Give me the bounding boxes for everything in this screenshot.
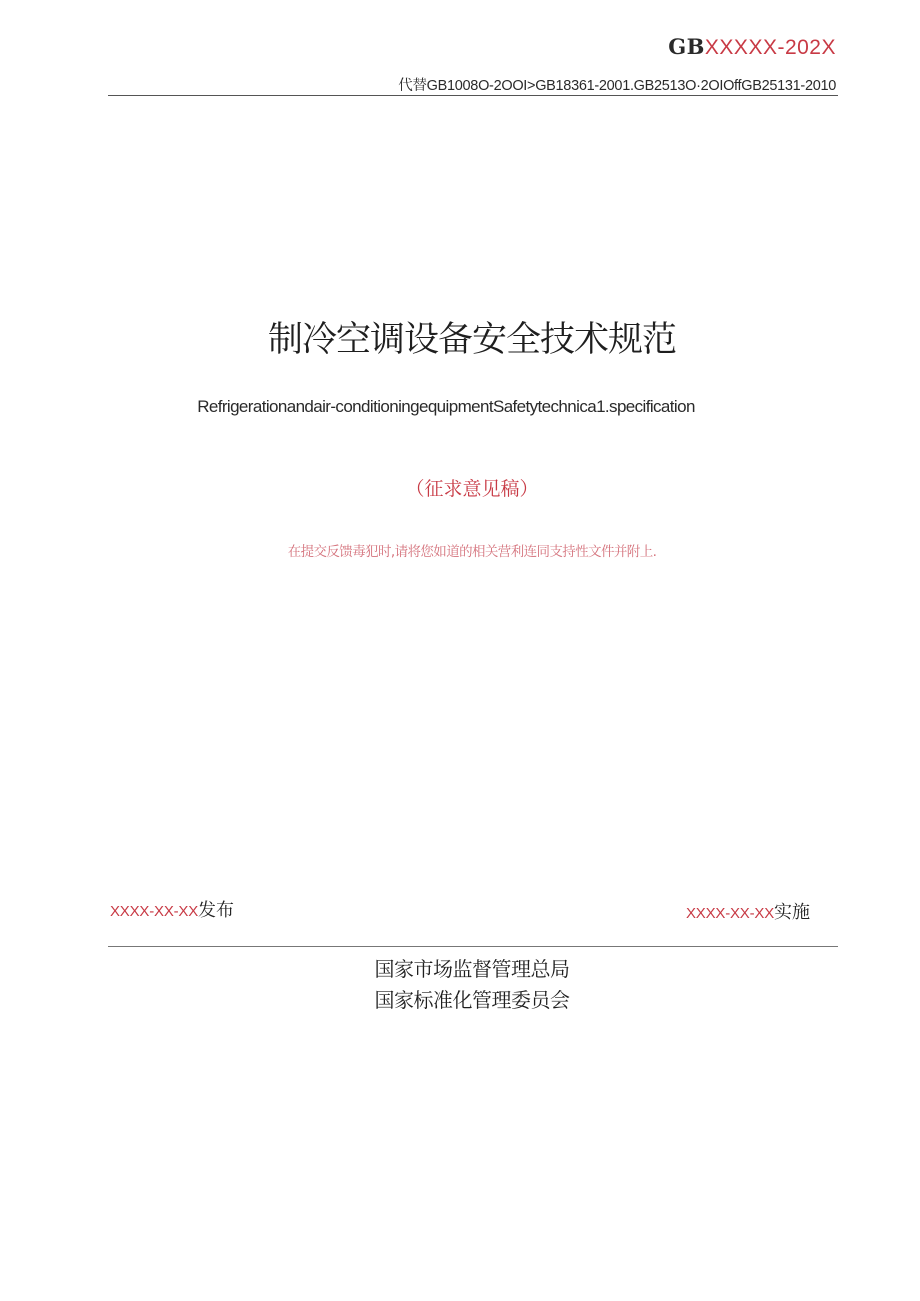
- implement-date-line: [686, 898, 810, 924]
- standard-number: [668, 34, 836, 60]
- publish-date: XXXX-XX-XX: [110, 903, 199, 920]
- header-divider: [108, 95, 838, 96]
- issuer-samr: 国家市场监督管理总局: [374, 957, 570, 981]
- footer-divider: [108, 946, 838, 947]
- document-title-chinese: 制冷空调设备安全技术规范: [267, 320, 676, 360]
- document-title-english: Refrigerationandair-conditioningequipmentSafetytechnica1.specification: [197, 397, 695, 416]
- publish-label: 发布: [198, 900, 235, 921]
- replaces-note: 代替GB1008O-2OOI>GB18361-2001.GB2513O·2OIOffGB25131-2010: [398, 78, 836, 94]
- feedback-notice: 在提交反馈毒犯时,请将您如道的相关营利连同支持性文件并附上.: [287, 544, 657, 560]
- issuer-sac: 国家标准化管理委员会: [374, 988, 570, 1012]
- standard-prefix: GB: [668, 34, 705, 59]
- publish-date-line: [110, 896, 234, 922]
- implement-date: XXXX-XX-XX: [685, 905, 774, 922]
- draft-status-label: （征求意见稿）: [405, 478, 539, 500]
- implement-label: 实施: [774, 902, 810, 923]
- standard-code: XXXXX-202X: [704, 36, 836, 59]
- issuing-authorities: [0, 954, 920, 1016]
